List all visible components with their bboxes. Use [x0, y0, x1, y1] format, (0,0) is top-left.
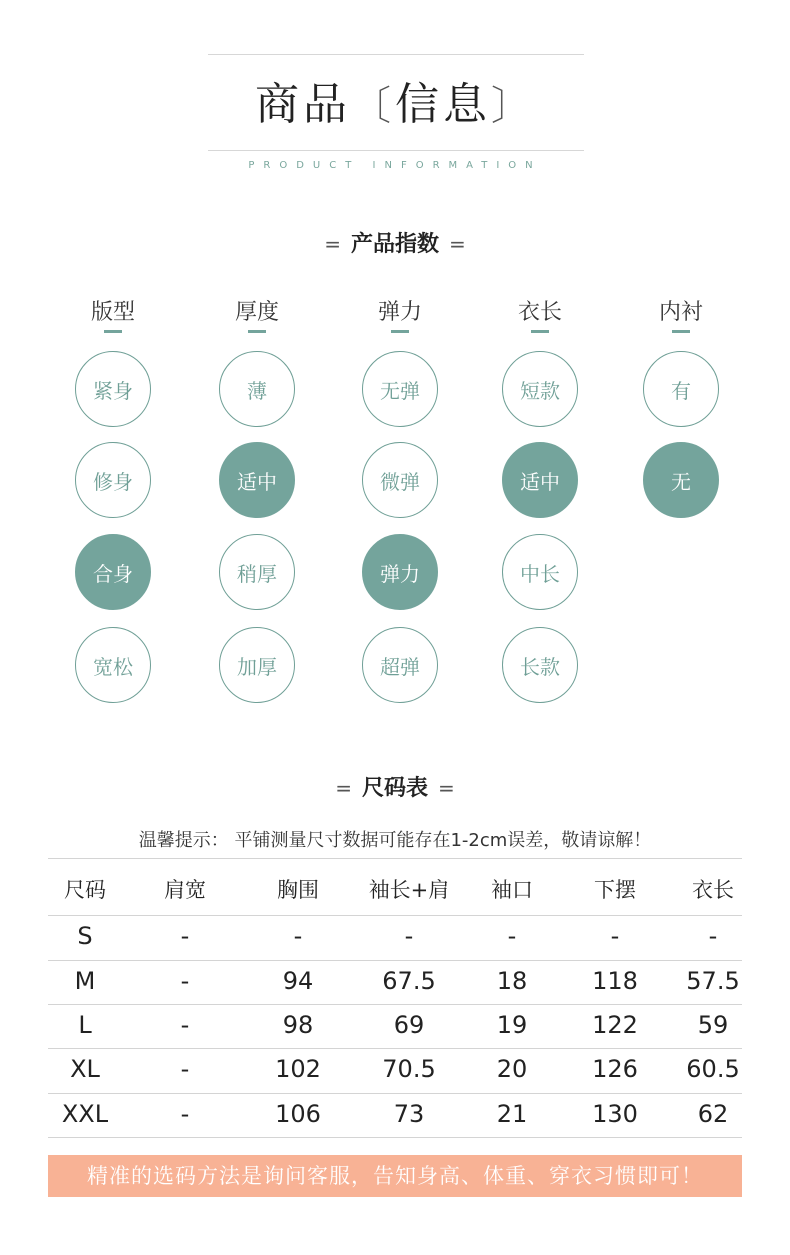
eq-right: =: [449, 232, 466, 256]
eq-right: =: [438, 776, 455, 800]
table-cell: -: [708, 922, 718, 950]
index-option: 有: [643, 351, 719, 427]
table-rule: [48, 1048, 742, 1049]
index-option: 无: [643, 442, 719, 518]
table-cell: 98: [282, 1011, 314, 1039]
table-cell: 118: [592, 967, 638, 995]
index-option: 长款: [502, 627, 578, 703]
title-main: 商品: [255, 79, 351, 130]
size-table-heading: [0, 771, 790, 802]
table-cell: 60.5: [686, 1055, 740, 1083]
index-option: 微弹: [362, 442, 438, 518]
table-cell: -: [293, 922, 303, 950]
table-cell: 67.5: [382, 967, 436, 995]
table-header-cell: 尺码: [64, 878, 106, 902]
size-table-title: 尺码表: [361, 776, 428, 801]
bracket-open: 〔: [351, 83, 395, 129]
table-cell: 130: [592, 1100, 638, 1128]
product-index-title: 产品指数: [350, 232, 439, 257]
table-rule: [48, 1093, 742, 1094]
header-bottom-line: [208, 150, 584, 151]
index-option: 中长: [502, 534, 578, 610]
index-column-underline: [248, 330, 266, 333]
table-cell: -: [180, 1055, 190, 1083]
table-cell: 94: [282, 967, 314, 995]
product-index-heading: [0, 227, 790, 258]
table-cell: M: [74, 967, 96, 995]
index-option: 合身: [75, 534, 151, 610]
table-cell: S: [77, 922, 93, 950]
table-rule: [48, 960, 742, 961]
table-cell: 57.5: [686, 967, 740, 995]
table-header-cell: 袖口: [491, 878, 533, 902]
title-info: 信息: [395, 79, 491, 130]
table-cell: XXL: [61, 1100, 109, 1128]
table-cell: 18: [496, 967, 528, 995]
index-column-label: 版型: [90, 300, 135, 325]
index-column-label: 衣长: [517, 300, 562, 325]
index-column-underline: [672, 330, 690, 333]
index-option: 修身: [75, 442, 151, 518]
page-subtitle: PRODUCT INFORMATION: [248, 160, 542, 171]
index-option: 超弹: [362, 627, 438, 703]
table-cell: -: [404, 922, 414, 950]
table-header-cell: 胸围: [277, 878, 319, 902]
table-cell: -: [180, 1100, 190, 1128]
table-cell: 21: [496, 1100, 528, 1128]
table-header-cell: 袖长+肩: [368, 878, 450, 902]
index-option: 适中: [502, 442, 578, 518]
header-top-line: [208, 54, 584, 55]
index-option: 无弹: [362, 351, 438, 427]
size-advice-banner: 精准的选码方法是询问客服，告知身高、体重、穿衣习惯即可！: [48, 1155, 742, 1197]
index-option: 紧身: [75, 351, 151, 427]
index-option: 宽松: [75, 627, 151, 703]
index-option: 稍厚: [219, 534, 295, 610]
size-tip: 温馨提示： 平铺测量尺寸数据可能存在1-2cm误差，敬请谅解！: [138, 830, 652, 851]
index-option: 加厚: [219, 627, 295, 703]
table-cell: -: [180, 967, 190, 995]
bracket-close: 〕: [491, 83, 535, 129]
table-cell: -: [610, 922, 620, 950]
table-cell: 19: [496, 1011, 528, 1039]
table-cell: 122: [592, 1011, 638, 1039]
table-cell: -: [180, 922, 190, 950]
table-cell: 126: [592, 1055, 638, 1083]
table-cell: 73: [393, 1100, 425, 1128]
table-cell: 69: [393, 1011, 425, 1039]
index-option: 短款: [502, 351, 578, 427]
table-cell: 59: [697, 1011, 729, 1039]
table-cell: 106: [275, 1100, 321, 1128]
table-cell: L: [78, 1011, 92, 1039]
eq-left: =: [335, 776, 352, 800]
table-cell: -: [180, 1011, 190, 1039]
table-cell: XL: [70, 1055, 100, 1083]
table-cell: 62: [697, 1100, 729, 1128]
table-cell: -: [507, 922, 517, 950]
table-rule: [48, 1137, 742, 1138]
index-column-label: 厚度: [234, 300, 279, 325]
eq-left: =: [324, 232, 341, 256]
index-option: 弹力: [362, 534, 438, 610]
page-title: [0, 75, 790, 135]
index-column-underline: [391, 330, 409, 333]
index-column-underline: [104, 330, 122, 333]
index-column-underline: [531, 330, 549, 333]
index-column-label: 内衬: [658, 300, 703, 325]
table-rule: [48, 858, 742, 859]
table-cell: 70.5: [382, 1055, 436, 1083]
table-header-cell: 下摆: [594, 878, 636, 902]
table-rule: [48, 1004, 742, 1005]
index-option: 薄: [219, 351, 295, 427]
table-header-cell: 衣长: [692, 878, 734, 902]
table-rule: [48, 915, 742, 916]
table-cell: 102: [275, 1055, 321, 1083]
index-column-label: 弹力: [377, 300, 422, 325]
table-cell: 20: [496, 1055, 528, 1083]
index-option: 适中: [219, 442, 295, 518]
table-header-cell: 肩宽: [164, 878, 206, 902]
